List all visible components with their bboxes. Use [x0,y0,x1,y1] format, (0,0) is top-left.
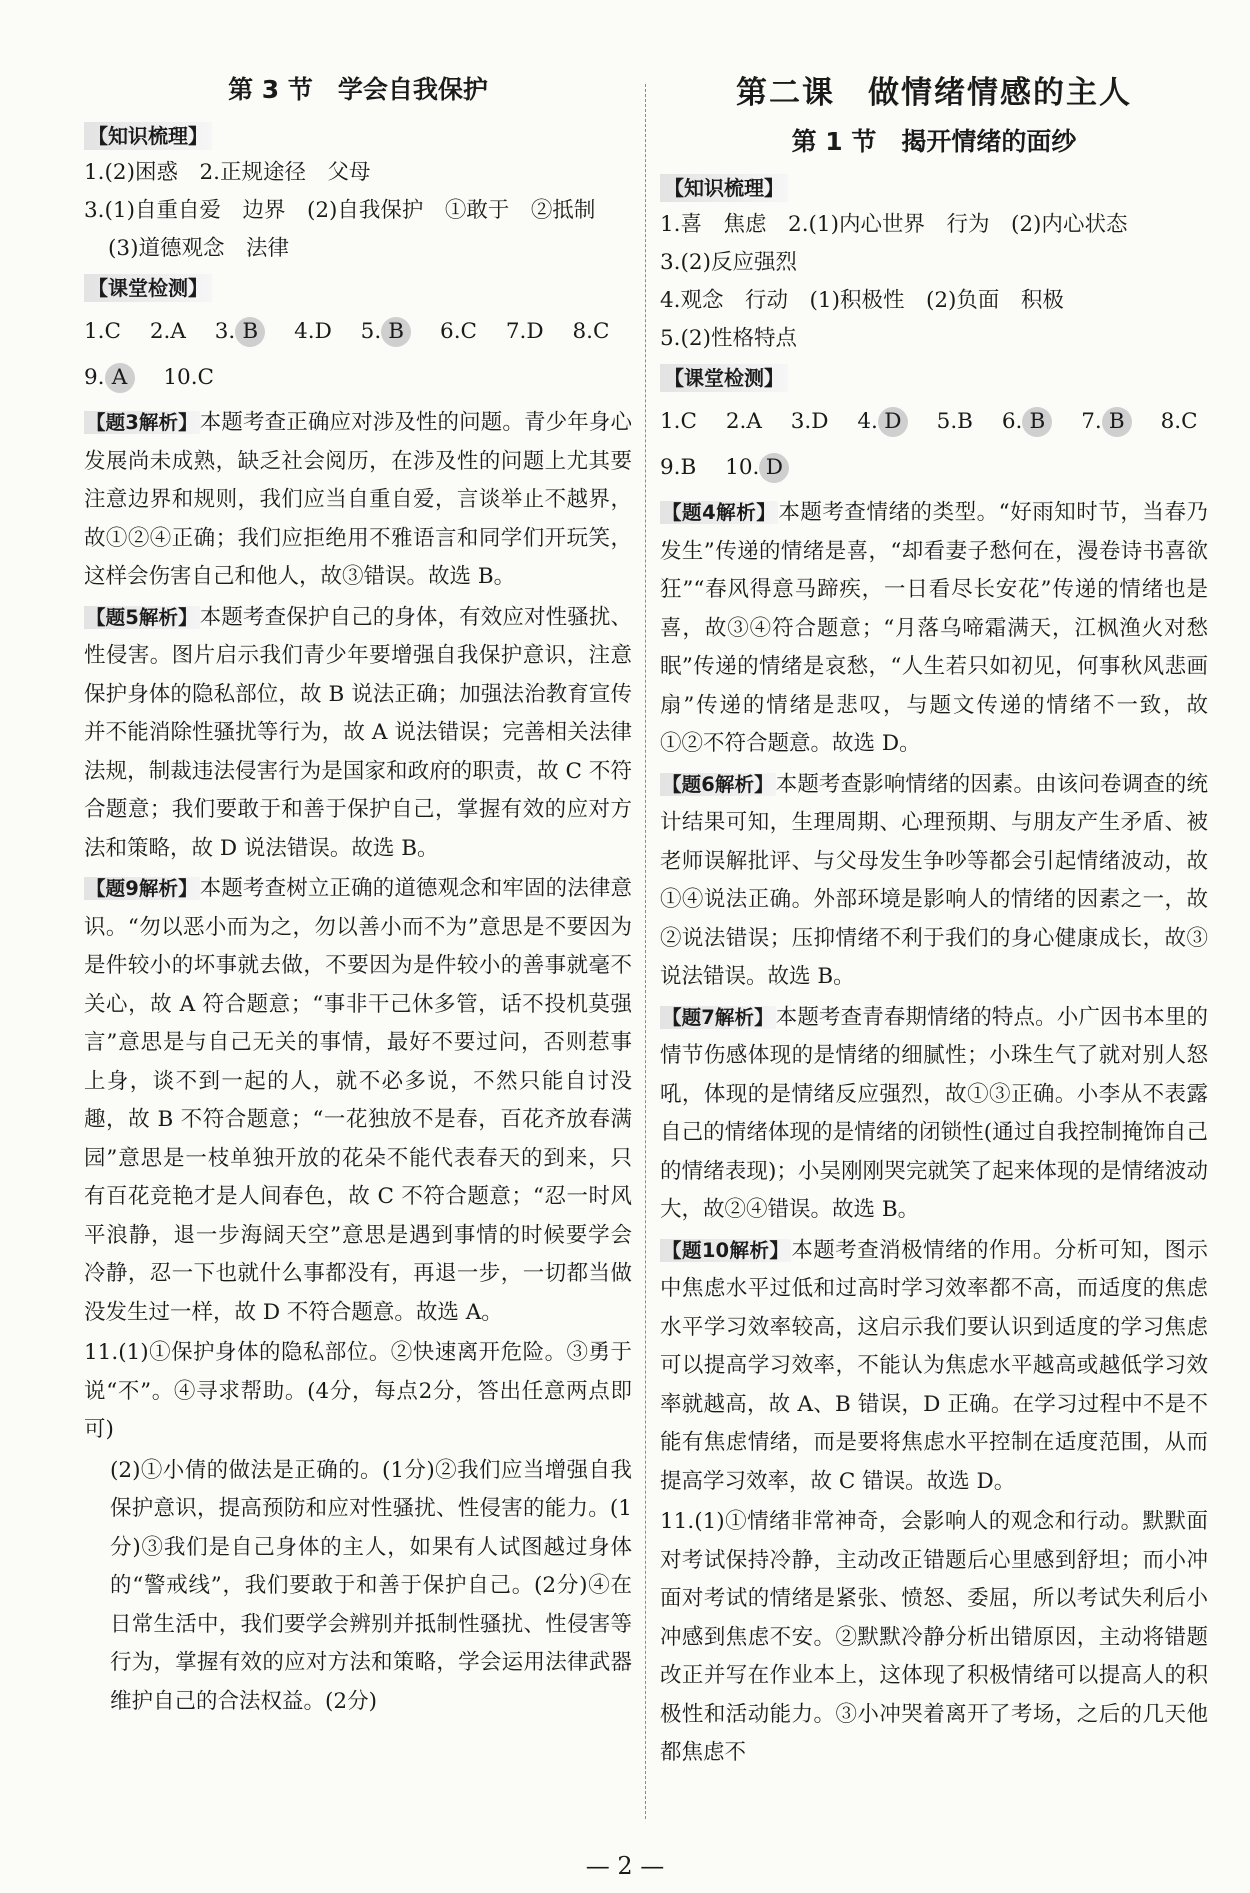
answer-highlight: D [878,407,908,437]
analysis-label: 【 题7解析 】 [660,1006,776,1029]
analysis-label: 【 题3解析 】 [84,411,200,434]
answer-item [215,312,266,352]
answer-item: 3.D [790,409,829,434]
analysis-label: 【 题9解析 】 [84,877,200,900]
analysis-text: 本题考查正确应对涉及性的问题。青少年身心发展尚未成熟，缺乏社会阅历，在涉及性的问题上尤其要注意边界和规则，我们应当自重自爱，言谈举止不越界，故①②④正确；我们应拒绝用不雅语言和同学们开玩笑，这样会伤害自己和他人，故③错误。故选 B。 [84,410,632,589]
answer-number: 4. [857,409,878,434]
answer-item [1081,402,1132,442]
answer-highlight: B [381,317,411,347]
answer-highlight: A [105,363,135,393]
answer-item: 8.C [1160,409,1198,434]
analysis-label: 【 题5解析 】 [84,606,200,629]
answer-number: 5. [360,319,382,344]
answer-item: 10.C [163,365,215,390]
answer-number: 9. [84,365,105,390]
knowledge-label: 【 知识梳理 】 [660,174,788,202]
answer-number: 10. [725,455,760,480]
knowledge-line: 1.喜 焦虑 2.(1)内心世界 行为 (2)内心状态 [660,212,1128,237]
answer-item [725,448,789,488]
analysis-label: 【 题6解析 】 [660,773,776,796]
section-title: 第 3 节 学会自我保护 [228,75,488,104]
q11-part1: 11.(1)①保护身体的隐私部位。②快速离开危险。③勇于说“不”。④寻求帮助。(4分，每点2分，答出任意两点即可) [84,1340,632,1442]
analysis-label: 【 题10解析 】 [660,1239,791,1262]
q11-part2: (2)①小倩的做法是正确的。(1分)②我们应当增强自我保护意识，提高预防和应对性骚扰、性侵害的能力。(1分)③我们是自己身体的主人，如果有人试图越过身体的“警戒线”，我们要敢于和善于保护自己。(2分)④在日常生活中，我们要学会辨别并抵制性骚扰、性侵害等行为，掌握有效的应对方法和策略，学会运用法律武器维护自己的合法权益。(2分) [110,1457,632,1714]
analysis-text: 本题考查树立正确的道德观念和牢固的法律意识。“勿以恶小而为之，勿以善小而不为”意思是不要因为是件较小的坏事就去做，不要因为是件较小的善事就毫不关心，故 A 符合题意；“事非干己休多管，话不投机莫强言”意思是与自己无关的事情，最好不要过问，否则惹事上身，谈不到一起的人，就不必多说，不然只能自讨没趣，故 B 不符合题意；“一花独放不是春，百花齐放春满园”意思是一枝单独开放的花朵不能代表春天的到来，只有百花竞艳才是人间春色，故 C 不符合题意；“忍一时风平浪静，退一步海阔天空”意思是遇到事情的时候要学会冷静，忍一下也就什么事都没有，再退一步，一切都当做没发生过一样，故 D 不符合题意。故选 A。 [84,876,632,1325]
analysis-text: 本题考查保护自己的身体，有效应对性骚扰、性侵害。图片启示我们青少年要增强自我保护意识，注意保护身体的隐私部位，故 B 说法正确；加强法治教育宣传并不能消除性骚扰等行为，故 A 说法错误；完善相关法律法规，制裁违法侵害行为是国家和政府的职责，故 C 不符合题意；我们要敢于和善于保护自己，掌握有效的应对方法和策略，故 D 说法错误。故选 B。 [84,604,632,861]
check-label: 【 课堂检测 】 [84,274,212,302]
answer-item [857,402,908,442]
answer-row [660,448,1208,488]
answer-item [1002,402,1053,442]
q11-part1: 11.(1)①情绪非常神奇，会影响人的观念和行动。默默面对考试保持冷静，主动改正错题后心里感到舒坦；而小冲面对考试的情绪是紧张、愤怒、委屈，所以考试失利后小冲感到焦虑不安。②默默冷静分析出错原因，主动将错题改正并写在作业本上，这体现了积极情绪可以提高人的积极性和活动能力。③小冲哭着离开了考场，之后的几天他都焦虑不 [660,1509,1208,1765]
analysis-q10 [660,1232,1208,1502]
answer-number: 3. [214,319,236,344]
answer-item: 6.C [440,319,477,344]
analysis-q9 [84,870,632,1332]
analysis-q6 [660,766,1208,997]
answer-highlight: D [759,453,789,483]
answer-item: 1.C [660,409,697,434]
column-divider [645,84,646,1819]
answer-item: 2.A [725,409,762,434]
knowledge-line: 5.(2)性格特点 [660,326,797,351]
answer-item: 9.B [660,455,697,480]
analysis-text: 本题考查消极情绪的作用。分析可知，图示中焦虑水平过低和过高时学习效率都不高，而适度的焦虑水平学习效率较高，这启示我们要认识到适度的学习焦虑可以提高学习效率，不能认为焦虑水平越高或越低学习效率就越高，故 A、B 错误，D 正确。在学习过程中不是不能有焦虑情绪，而是要将焦虑水平控制在适度范围，从而提高学习效率，故 C 错误。故选 D。 [660,1237,1208,1494]
answer-row [84,312,632,352]
knowledge-line: 1.(2)困惑 2.正规途径 父母 [84,160,371,185]
answer-number: 6. [1001,409,1023,434]
knowledge-label: 【 知识梳理 】 [84,122,212,150]
knowledge-line: 4.观念 行动 (1)积极性 (2)负面 积极 [660,288,1064,313]
answer-highlight: B [235,317,265,347]
analysis-text: 本题考查情绪的类型。“好雨知时节，当春乃发生”传递的情绪是喜，“却看妻子愁何在，漫卷诗书喜欲狂”“春风得意马蹄疾，一日看尽长安花”传递的情绪也是喜，故③④符合题意；“月落乌啼霜满天，江枫渔火对愁眠”传递的情绪是哀愁，“人生若只如初见，何事秋风悲画扇”传递的情绪是悲叹，与题文传递的情绪不一致，故①②不符合题意。故选 D。 [660,500,1208,756]
answer-highlight: B [1102,407,1132,437]
analysis-label: 【 题4解析 】 [660,501,778,524]
analysis-q5 [84,599,632,869]
section-title: 第 1 节 揭开情绪的面纱 [791,127,1077,156]
answer-item: 7.D [505,319,544,344]
answer-item: 1.C [84,319,121,344]
knowledge-line: (3)道德观念 法律 [108,236,289,261]
analysis-q7 [660,999,1208,1230]
check-label: 【 课堂检测 】 [660,364,788,392]
analysis-text: 本题考查青春期情绪的特点。小广因书本里的情节伤感体现的是情绪的细腻性；小珠生气了就对别人怒吼，体现的是情绪反应强烈，故①③正确。小李从不表露自己的情绪体现的是情绪的闭锁性(通过自我控制掩饰自己的情绪表现)；小吴刚刚哭完就笑了起来体现的是情绪波动大，故②④错误。故选 B。 [660,1004,1208,1222]
answer-row [84,358,632,398]
answer-item [361,312,412,352]
answer-row [660,402,1208,442]
answer-item: 8.C [572,319,610,344]
page-number: — 2 — [585,1852,665,1880]
analysis-text: 本题考查影响情绪的因素。由该问卷调查的统计结果可知，生理周期、心理预期、与朋友产生矛盾、被老师误解批评、与父母发生争吵等都会引起情绪波动，故①④说法正确。外部环境是影响人的情绪的因素之一，故②说法错误；压抑情绪不利于我们的身心健康成长，故③说法错误。故选 B。 [660,771,1208,989]
knowledge-line: 3.(1)自重自爱 边界 (2)自我保护 ①敢于 ②抵制 [84,198,596,223]
answer-item [84,358,135,398]
analysis-q3 [84,404,632,597]
knowledge-line: 3.(2)反应强烈 [660,250,797,275]
left-column [84,70,632,1723]
answer-number: 7. [1081,409,1102,434]
answer-item: 4.D [294,319,332,344]
analysis-q4 [660,494,1208,764]
lesson-title: 第二课 做情绪情感的主人 [736,75,1132,111]
answer-item: 5.B [936,409,973,434]
answer-highlight: B [1022,407,1052,437]
right-column [660,70,1208,1775]
answer-item: 2.A [149,319,186,344]
